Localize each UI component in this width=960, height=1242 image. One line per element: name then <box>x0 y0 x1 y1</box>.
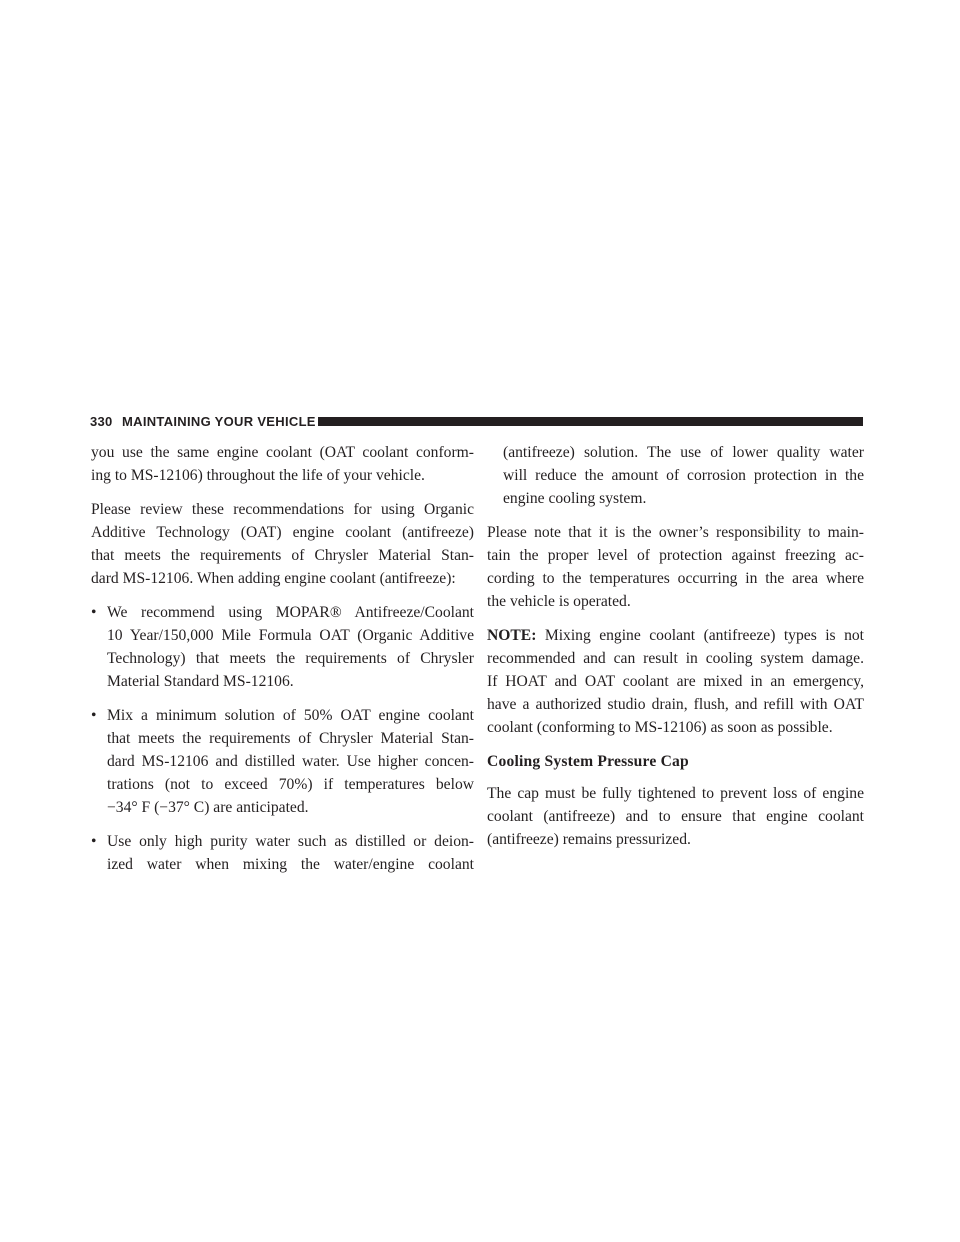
text-line: coolant (conforming to MS-12106) as soon as possible. <box>487 719 833 736</box>
list-item <box>91 704 474 819</box>
list-item <box>91 830 474 876</box>
intro-paragraph <box>91 441 474 487</box>
text-line: (antifreeze) solution. The use of lower quality water <box>503 444 864 461</box>
text-line: dard MS-12106. When adding engine coolant (antifreeze): <box>91 570 456 587</box>
list-item <box>91 601 474 693</box>
text-line: coolant (antifreeze) and to ensure that engine coolant <box>487 808 864 825</box>
text-line: Please note that it is the owner’s responsibility to main- <box>487 524 864 541</box>
note-first-line: Mixing engine coolant (antifreeze) types is not <box>536 627 864 644</box>
right-column <box>487 441 864 862</box>
text-line: cording to the temperatures occurring in the area where <box>487 570 864 587</box>
text-line: will reduce the amount of corrosion protection in the <box>503 467 864 484</box>
text-line: dard MS-12106 and distilled water. Use higher concen- <box>107 753 474 770</box>
bullet-icon: • <box>91 604 97 621</box>
owner-responsibility-paragraph <box>487 521 864 613</box>
text-line <box>487 624 864 647</box>
text-line: Material Standard MS-12106. <box>107 673 294 690</box>
section-title: MAINTAINING YOUR VEHICLE <box>122 414 316 429</box>
note-label: NOTE: <box>487 627 537 644</box>
text-line: ized water when mixing the water/engine coolant <box>107 856 474 873</box>
text-line: recommended and can result in cooling system damage. <box>487 650 864 667</box>
text-line: that meets the requirements of Chrysler Material Stan- <box>107 730 474 747</box>
review-paragraph <box>91 498 474 590</box>
text-line: The cap must be fully tightened to prevent loss of engine <box>487 785 864 802</box>
text-line: Use only high purity water such as distilled or deion- <box>107 833 474 850</box>
text-line: 10 Year/150,000 Mile Formula OAT (Organic Additive <box>107 627 474 644</box>
text-line: If HOAT and OAT coolant are mixed in an emergency, <box>487 673 864 690</box>
note-paragraph <box>487 624 864 739</box>
text-line: Additive Technology (OAT) engine coolant (antifreeze) <box>91 524 474 541</box>
text-line: the vehicle is operated. <box>487 593 631 610</box>
text-line: We recommend using MOPAR® Antifreeze/Coolant <box>107 604 474 621</box>
header-rule <box>318 417 863 426</box>
text-line: trations (not to exceed 70%) if temperatures below <box>107 776 474 793</box>
text-line: (antifreeze) remains pressurized. <box>487 831 691 848</box>
bullet-icon: • <box>91 833 97 850</box>
text-line: you use the same engine coolant (OAT coolant conform- <box>91 444 474 461</box>
list-item-continuation <box>487 441 864 510</box>
text-line: engine cooling system. <box>503 490 647 507</box>
text-line: have a authorized studio drain, flush, and refill with OAT <box>487 696 864 713</box>
text-line: ing to MS-12106) throughout the life of your vehicle. <box>91 467 425 484</box>
text-line: −34° F (−37° C) are anticipated. <box>107 799 309 816</box>
page-number: 330 <box>90 414 113 429</box>
text-line: Please review these recommendations for using Organic <box>91 501 474 518</box>
text-line: Technology) that meets the requirements of Chrysler <box>107 650 474 667</box>
section-heading: Cooling System Pressure Cap <box>487 753 689 770</box>
bullet-icon: • <box>91 707 97 724</box>
recommendation-list <box>91 601 474 876</box>
text-line: that meets the requirements of Chrysler Material Stan- <box>91 547 474 564</box>
text-line: Mix a minimum solution of 50% OAT engine coolant <box>107 707 474 724</box>
page-header <box>90 413 863 431</box>
text-line: tain the proper level of protection against freezing ac- <box>487 547 864 564</box>
pressure-cap-paragraph <box>487 782 864 851</box>
left-column <box>91 441 474 887</box>
